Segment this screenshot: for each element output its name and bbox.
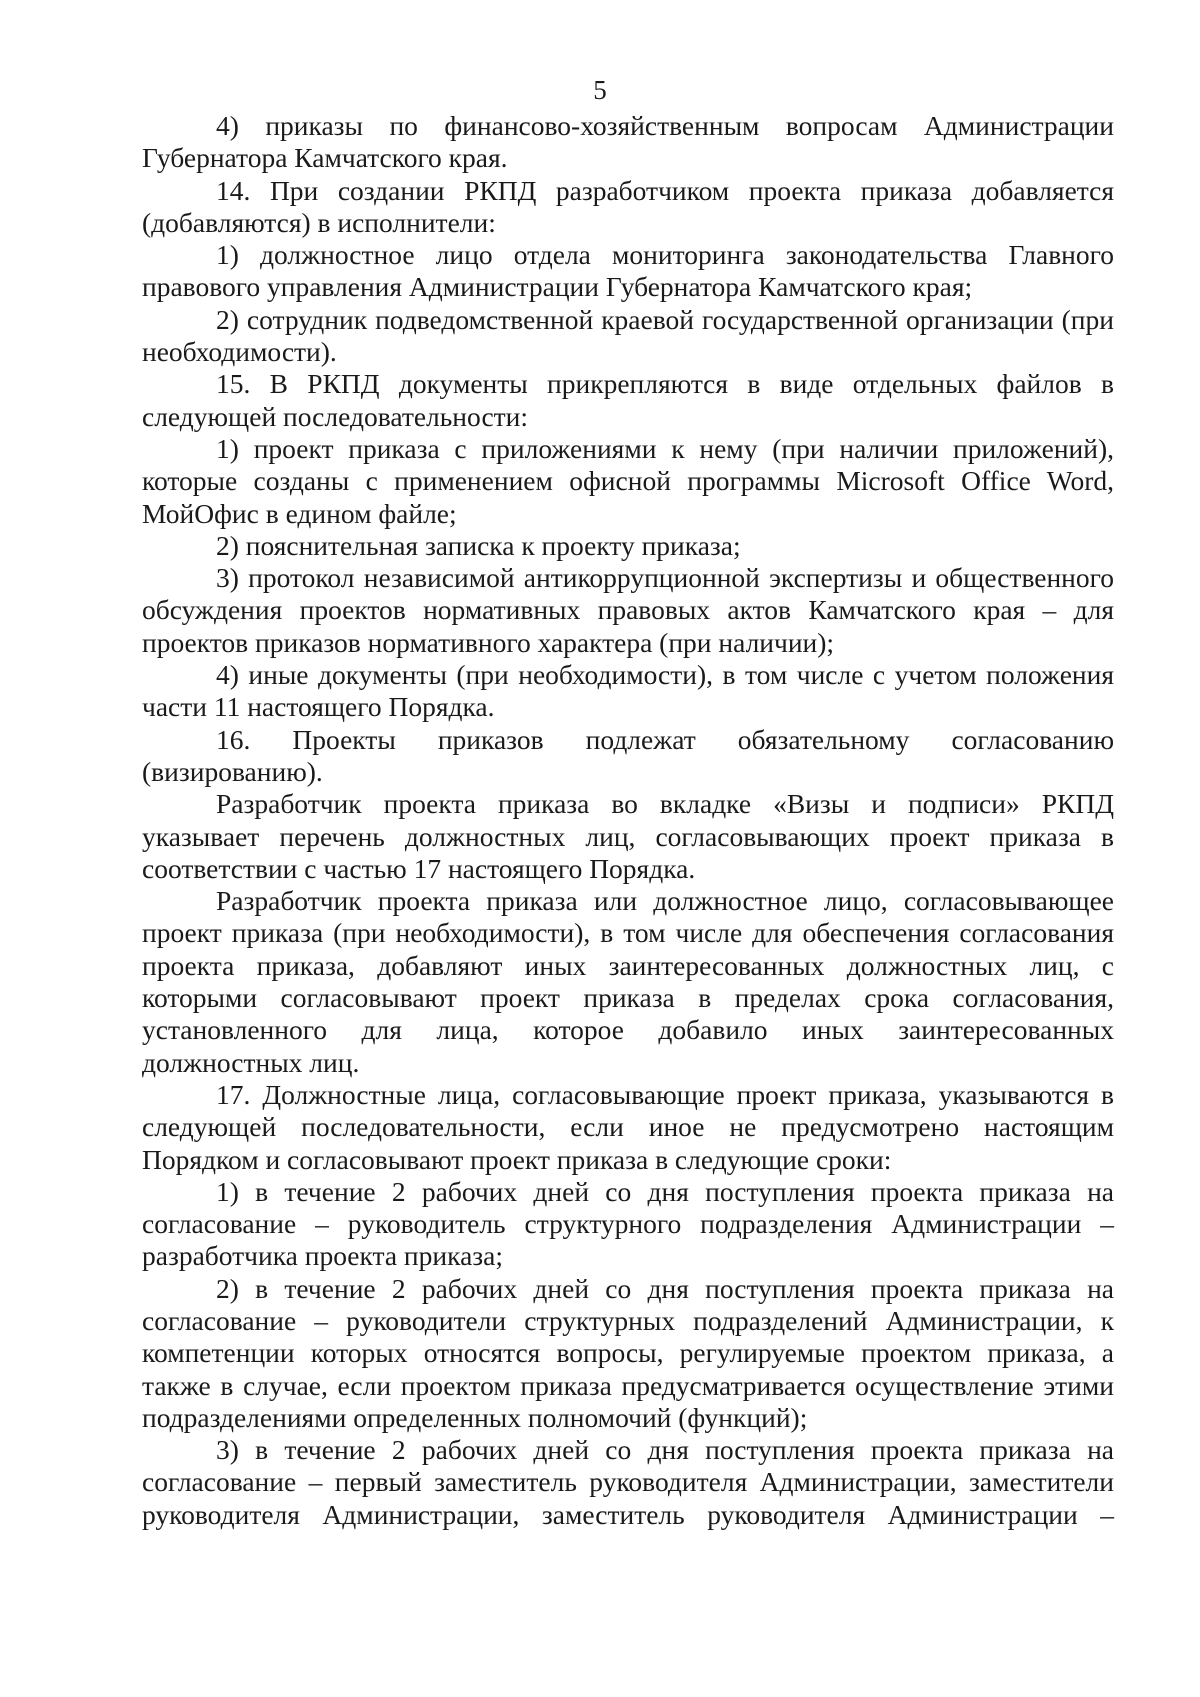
paragraph-clause-16: 16. Проекты приказов подлежат обязательному согласованию (визированию). — [142, 723, 1114, 787]
paragraph-clause-15-item-2: 2) пояснительная записка к проекту приказа; — [216, 529, 741, 561]
paragraph-clause-15-item-4: 4) иные документы (при необходимости), в том числе с учетом положения части 11 настоящего Порядка. — [142, 659, 1114, 723]
paragraph-clause-14-item-1: 1) должностное лицо отдела мониторинга законодательства Главного правового управления Администрации Губернатора Камчатского края; — [142, 239, 1114, 303]
paragraph-clause-17-item-1: 1) в течение 2 рабочих дней со дня поступления проекта приказа на согласование – руководитель структурного подразделения Администрации – разработчика проекта приказа; — [142, 1175, 1114, 1272]
paragraph-clause-15: 15. В РКПД документы прикрепляются в виде отдельных файлов в следующей последовательности: — [142, 368, 1114, 432]
paragraph-clause-14: 14. При создании РКПД разработчиком проекта приказа добавляется (добавляются) в исполнители: — [142, 174, 1114, 238]
paragraph-clause-15-item-1: 1) проект приказа с приложениями к нему (при наличии приложений), которые созданы с применением офисной программы Microsoft Office Word, МойОфис в едином файле; — [142, 432, 1114, 529]
paragraph-item-4-financial-orders: 4) приказы по финансово-хозяйственным вопросам Администрации Губернатора Камчатского края. — [142, 110, 1114, 174]
paragraph-clause-17-item-3: 3) в течение 2 рабочих дней со дня поступления проекта приказа на согласование – первый заместитель руководителя Администрации, заместители руководителя Администрации, заместитель руководителя Администрации – — [142, 1434, 1114, 1530]
paragraph-clause-17-item-2: 2) в течение 2 рабочих дней со дня поступления проекта приказа на согласование – руководители структурных подразделений Администрации, к компетенции которых относятся вопросы, регулируемые проектом приказа, а также в случае, если проектом приказа предусматривается осуществление этими подразделениями определенных полномочий (функций); — [142, 1272, 1114, 1433]
paragraph-clause-14-item-2: 2) сотрудник подведомственной краевой государственной организации (при необходимости). — [142, 303, 1114, 368]
paragraph-clause-16-additional-officials: Разработчик проекта приказа или должностное лицо, согласовывающее проект приказа (при необходимости), в том числе для обеспечения согласования проекта приказа, добавляют иных заинтересованных должностных лиц, с которыми согласовывают проект приказа в пределах срока согласования, установленного для лица, которое добавило иных заинтересованных должностных лиц. — [142, 885, 1114, 1078]
paragraph-clause-15-item-3: 3) протокол независимой антикоррупционной экспертизы и общественного обсуждения проектов нормативных правовых актов Камчатского края – для проектов приказов нормативного характера (при наличии); — [142, 562, 1114, 658]
paragraph-clause-17: 17. Должностные лица, согласовывающие проект приказа, указываются в следующей последовательности, если иное не предусмотрено настоящим Порядком и согласовывают проект приказа в следующие сроки: — [142, 1078, 1114, 1175]
page-number: 5 — [593, 75, 607, 105]
document-body — [142, 110, 1114, 1531]
paragraph-clause-16-developer-list: Разработчик проекта приказа во вкладке «Визы и подписи» РКПД указывает перечень должностных лиц, согласовывающих проект приказа в соответствии с частью 17 настоящего Порядка. — [142, 788, 1114, 884]
